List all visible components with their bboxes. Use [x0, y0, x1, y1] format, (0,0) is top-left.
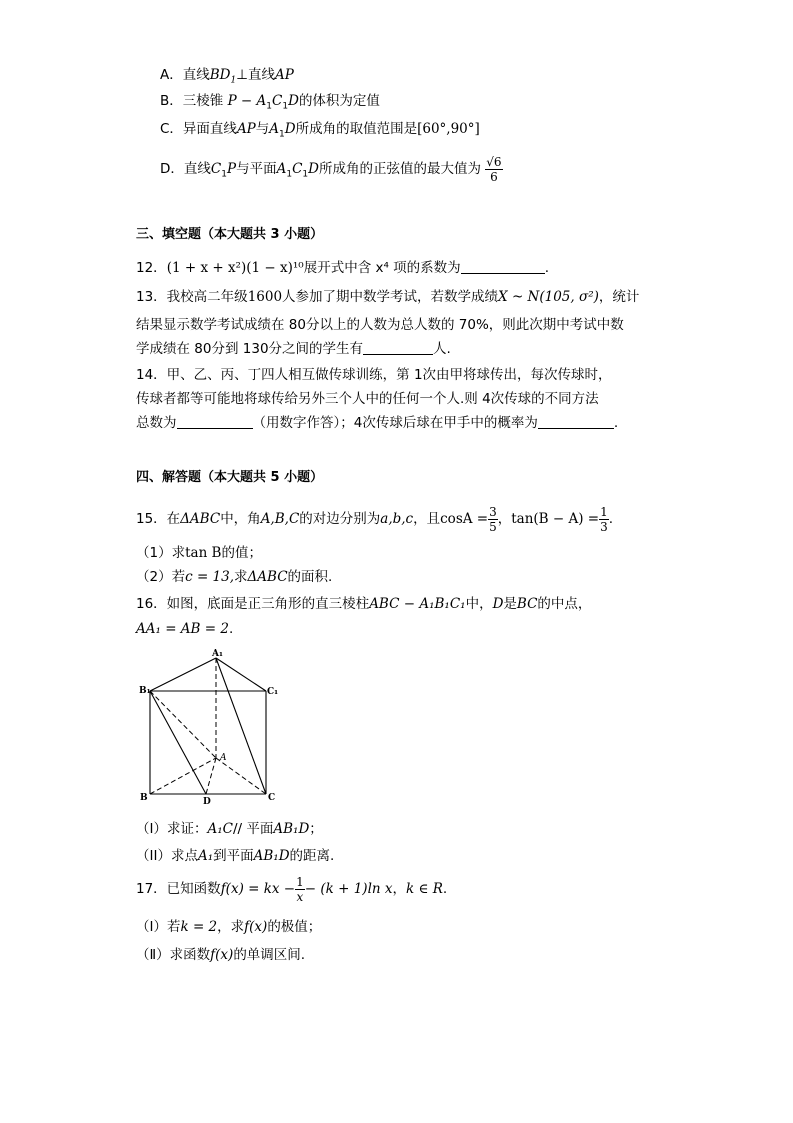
q12: 12．(1 + x + x²)(1 − x)¹⁰展开式中含 x⁴ 项的系数为 .	[136, 260, 549, 276]
label-a: A	[220, 753, 227, 763]
q14-line1: 14．甲、乙、丙、丁四人相互做传球训练，第 1次由甲将球传出，每次传球时，	[136, 367, 612, 383]
q14-answer-blank-2[interactable]	[538, 414, 614, 429]
segment-b1-d	[150, 691, 206, 794]
label-b: B	[140, 793, 148, 803]
q17-part2: （Ⅱ）求函数f(x)的单调区间.	[136, 947, 306, 963]
fraction-3-5: $\frac{3}{5}$	[489, 504, 497, 534]
label-c: C	[268, 793, 276, 803]
label-d: D	[203, 797, 211, 807]
option-b: B．三棱锥 $P - A_1C_1D$的体积为定值	[160, 93, 380, 112]
q16-line1: 16．如图，底面是正三角形的直三棱柱ABC − A₁B₁C₁中，D是BC的中点，	[136, 596, 592, 612]
section-4-title: 四、解答题（本大题共 5 小题）	[136, 470, 324, 485]
edge-b1-a1	[150, 658, 216, 691]
option-c: C．异面直线AP与$A_1D$所成角的取值范围是[60°,90°]	[160, 121, 480, 140]
q13-line2: 结果显示数学考试成绩在 80分以上的人数为总人数的 70%，则此次期中考试中数	[136, 317, 624, 333]
q16-part1: （I）求证：A₁C// 平面AB₁D；	[136, 821, 323, 837]
section-3-title: 三、填空题（本大题共 3 小题）	[136, 227, 324, 242]
prism-figure	[136, 648, 281, 808]
edge-a-c-hidden	[216, 758, 266, 794]
q14-line2: 传球者都等可能地将球传给另外三个人中的任何一个人.则 4次传球的不同方法	[136, 391, 599, 407]
edge-b-a-hidden	[150, 758, 216, 794]
q17-part1: （Ⅰ）若k = 2，求f(x)的极值；	[136, 919, 322, 935]
q13-line3: 学成绩在 80分到 130分之间的学生有 人.	[136, 341, 451, 357]
segment-a-d-hidden	[206, 758, 216, 794]
q13-line1: 13．我校高二年级1600人参加了期中数学考试，若数学成绩X ~ N(105, σ²)，统计	[136, 289, 640, 305]
q12-answer-blank[interactable]	[461, 259, 545, 274]
q17-line1: 17．已知函数f(x) = kx − $\frac{1}{x}$ − (k + 1)ln x，k ∈ R.	[136, 874, 448, 904]
label-b1: B₁	[139, 686, 151, 696]
option-a: A．直线$BD_1\perp$直线AP	[160, 67, 294, 86]
edge-a1-c1	[216, 658, 266, 691]
q15-line1: 15．在ΔABC中，角A,B,C的对边分别为a,b,c，且cosA = $\frac{3}{5}$ ，tan(B − A) = $\frac{1}{3}$ .	[136, 504, 614, 534]
q15-part1: （1）求tan B的值；	[136, 545, 262, 561]
q16-line2: AA₁ = AB = 2.	[136, 621, 234, 637]
q14-line3: 总数为 （用数字作答）；4次传球后球在甲手中的概率为 .	[136, 415, 619, 431]
label-a1: A₁	[212, 649, 223, 659]
q14-answer-blank-1[interactable]	[177, 414, 253, 429]
fraction-1-3: $\frac{1}{3}$	[600, 504, 608, 534]
fraction-sqrt6-over-6: $\frac{√6}{6}$	[486, 154, 502, 184]
label-c1: C₁	[267, 687, 279, 697]
fraction-1-x: $\frac{1}{x}$	[296, 874, 304, 904]
q16-part2: （II）求点A₁到平面AB₁D的距离.	[136, 848, 335, 864]
q13-answer-blank[interactable]	[363, 340, 433, 355]
segment-b1-a-hidden	[150, 691, 216, 758]
option-d: D．直线$C_1P$与平面$A_1C_1D$所成角的正弦值的最大值为 $\frac{√6}{6}$	[160, 154, 502, 184]
q15-part2: （2）若c = 13,求ΔABC的面积.	[136, 569, 333, 585]
segment-a1-c	[216, 658, 266, 794]
